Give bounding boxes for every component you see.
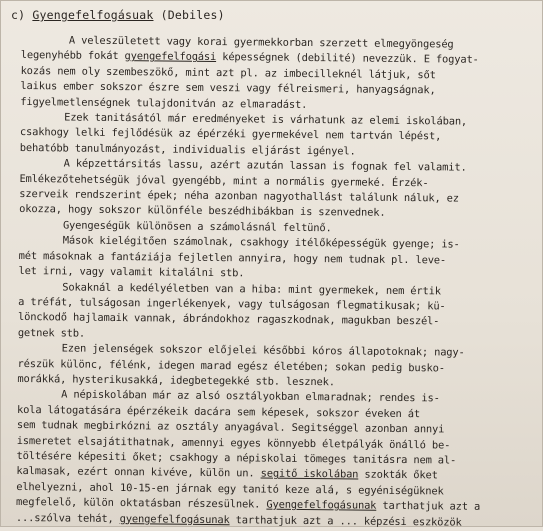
text-span: részük különc, félénk, idegen marad egész életében; sokan pedig busko- (17, 357, 445, 374)
text-span: töltésére képesiti őket; csakhogy a népiskolai tömeges tanitásra nem al- (16, 449, 457, 467)
underlined-term: gyengefelfogási (124, 50, 217, 64)
text-span: Ezen jelenségek sokszor előjelei későbbi kóros állapotoknak; nagy- (61, 342, 465, 359)
text-span: figyelmetlenségnek tulajdonitván az elmaradást. (20, 95, 308, 111)
text-span: kozás nem oly szembeszökő, mint azt pl. az imbecilleknél látjuk, sőt (20, 64, 436, 82)
text-span: Ezek tanitásától már eredményeket is várhatunk az elemi iskolában, (64, 111, 468, 128)
heading-prefix: c) (11, 8, 33, 22)
text-span: let irni, vagy valamit kitalálni stb. (18, 265, 245, 280)
text-span: Mások kielégitően számolnak, csakhogy itélőképességük gyenge; is- (62, 234, 460, 251)
text-span: Emlékezőtehetségük jóval gyengébb, mint a normális gyermeké. Érzék- (19, 172, 429, 189)
text-span: csakhogy lelki fejlődésük az épérzéki gyermekével nem tartván lépést, (19, 126, 442, 143)
text-span: Gyengeségük különösen a számolásnál feltünő. (62, 219, 332, 235)
text-span: laikus ember sokszor észre sem veszi vagy félreismeri, hanyagságnak, (20, 80, 436, 97)
text-span: legenyhébb fokát (20, 49, 125, 63)
text-span: szerveik rendszerint épek; néha azonban nagyothallást találunk náluk, ez (19, 188, 459, 205)
underlined-term: segitő iskolában (260, 467, 359, 481)
heading-term: Gyengefelfogásuak (32, 8, 154, 22)
text-span: elhelyezni, ahol 10-15-en járnak egy tanitó keze alá, s egyéniségüknek (16, 480, 444, 498)
text-span: ...szólva tehát, (15, 511, 120, 525)
text-span: kola látogatására épérzékeik dacára sem képesek, sokszor éveken át (16, 403, 421, 420)
section-heading (11, 8, 225, 22)
text-span: ismeretet elsajátithatnak, amennyi egyes könnyebb életpályák önálló be- (16, 434, 451, 452)
text-span: behatóbb tanulmányozást, individualis eljárást igényel. (19, 141, 356, 158)
underlined-term: gyengefelfogásunak (119, 512, 230, 526)
text-span: getnek stb. (17, 326, 86, 340)
text-span: morákká, hysterikusakká, idegbetegekké stb. lesznek. (17, 372, 335, 389)
text-span: tarthatjuk azt a (376, 499, 481, 514)
text-span: mét másoknak a fantáziája fejletlen annyira, hogy nem tudnak pl. leve- (18, 249, 447, 267)
text-span: kalmasak, ezért onnan kivéve, külön un. (16, 465, 261, 480)
text-span: A népiskolában már az alsó osztályokban elmaradnak; rendes is- (61, 388, 440, 405)
underlined-term: Gyengefelfogásunak (266, 498, 377, 512)
text-span: Sokaknál a kedélyéletben van a hiba: mint gyermekek, nem értik (62, 280, 441, 297)
heading-suffix: (Debiles) (153, 8, 225, 22)
text-span: A veleszületett vagy korai gyermekkorban szerzett elmegyöngeség (68, 34, 454, 51)
text-span: megfelelő, külön oktatásban részesülnek. (16, 496, 267, 511)
text-span: lönckodő hajlamaik vannak, ábrándokhoz ragaszkodnak, magukban beszél- (17, 311, 440, 328)
text-span: képességnek (debilité) nevezzük. E fogyat- (216, 51, 479, 67)
text-span: szokták őket (358, 468, 438, 482)
text-span: tarthatjuk azt a ... képzési eszközök (229, 513, 462, 529)
text-span: okozza, hogy sokszor különféle beszédhibákban is szenvednek. (19, 203, 386, 220)
body-text (16, 33, 521, 531)
text-span: a tréfát, tulságosan ingerlékenyek, vagy tulságosan flegmatikusak; kü- (18, 295, 446, 313)
text-span: A képzettársitás lassu, azért azután lassan is fognak fel valamit. (63, 157, 467, 174)
text-span: sem tudnak megbirkózni az osztály anyagával. Segitséggel azonban annyi (16, 419, 445, 436)
